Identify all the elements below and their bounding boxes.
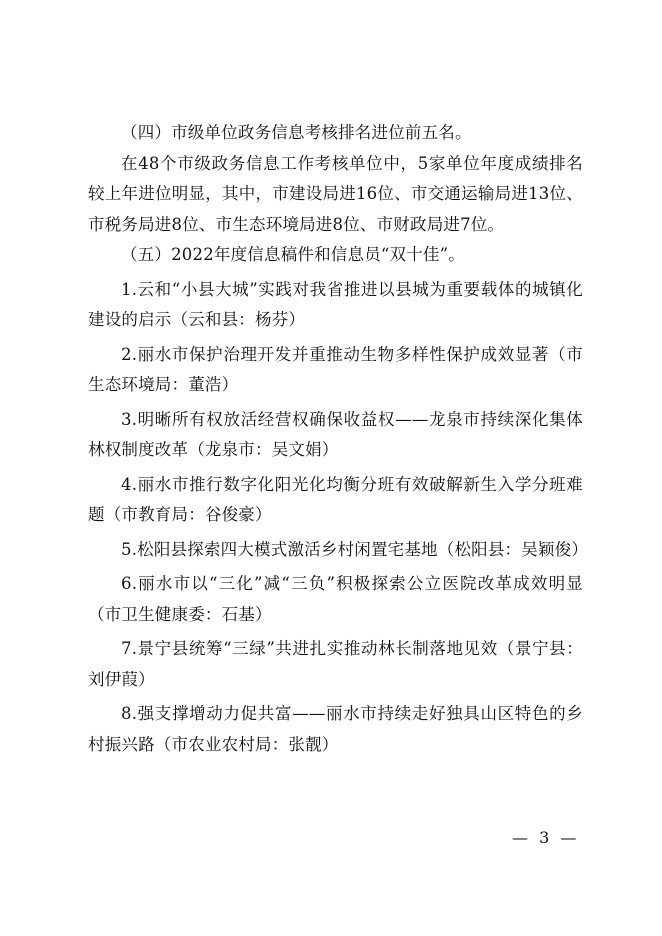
section-5-heading: （五）2022年度信息稿件和信息员“双十佳”。 <box>121 245 465 264</box>
page-number: — 3 — <box>512 828 580 847</box>
section-4-heading: （四）市级单位政务信息考核排名进位前五名。 <box>121 123 472 142</box>
list-item: 8.强支撑增动力促共富——丽水市持续走好独具山区特色的乡村振兴路（市农业农村局：张靓） <box>88 704 583 754</box>
document-body <box>88 118 589 760</box>
list-item: 2.丽水市保护治理开发并重推动生物多样性保护成效显著（市生态环境局：董浩） <box>88 344 583 394</box>
list-item: 4.丽水市推行数字化阳光化均衡分班有效破解新生入学分班难题（市教育局：谷俊豪） <box>88 474 583 524</box>
list-item: 1.云和“小县大城”实践对我省推进以县城为重要载体的城镇化建设的启示（云和县：杨芬） <box>88 279 583 329</box>
list-item: 7.景宁县统筹“三绿”共进扎实推动林长制落地见效（景宁县：刘伊葭） <box>88 639 583 689</box>
list-item: 3.明晰所有权放活经营权确保收益权——龙泉市持续深化集体林权制度改革（龙泉市：吴文娟） <box>88 409 583 459</box>
section-4-paragraph: 在48个市级政务信息工作考核单位中，5家单位年度成绩排名较上年进位明显，其中，市建设局进16位、市交通运输局进13位、市税务局进8位、市生态环境局进8位、市财政局进7位。 <box>88 153 583 234</box>
list-item: 6.丽水市以“三化”减“三负”积极探索公立医院改革成效明显（市卫生健康委：石基） <box>88 574 583 624</box>
list-item: 5.松阳县探索四大模式激活乡村闲置宅基地（松阳县：吴颖俊） <box>121 539 589 559</box>
